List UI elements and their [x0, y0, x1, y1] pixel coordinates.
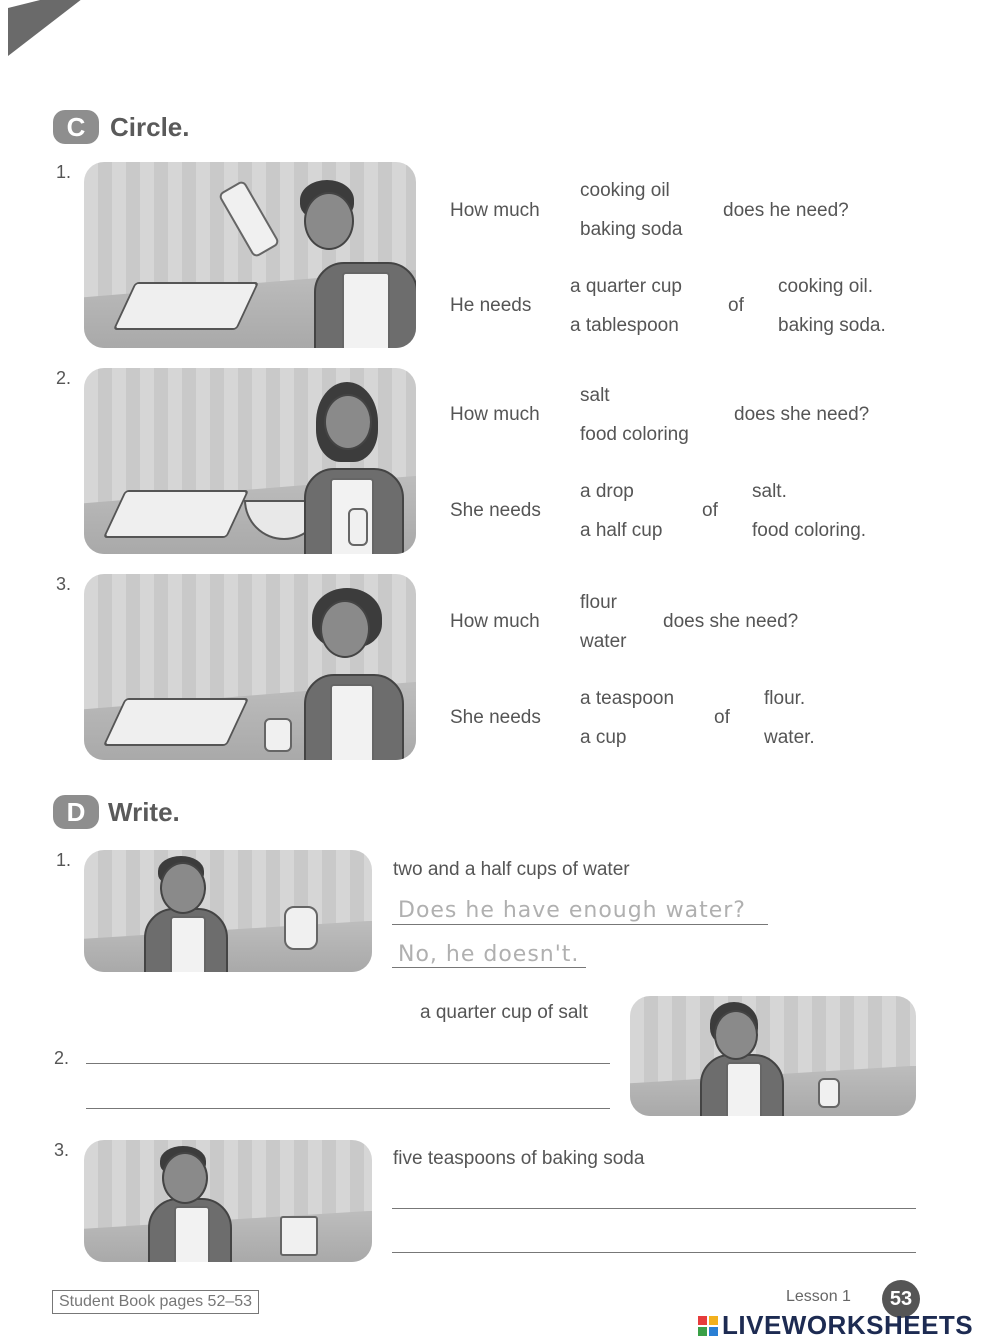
- write-prompt: a quarter cup of salt: [420, 1002, 588, 1023]
- ingredient-choice[interactable]: flour.: [764, 688, 806, 709]
- item-number: 2.: [54, 1048, 70, 1068]
- illustration-girl-with-salt: [630, 996, 916, 1116]
- illustration-girl-adding-coloring: [84, 368, 416, 554]
- section-c-title: Circle.: [110, 112, 190, 142]
- illustration-boy-pouring-oil: [84, 162, 416, 348]
- liveworksheets-logo[interactable]: [698, 1310, 973, 1341]
- question-suffix: does she need?: [663, 611, 799, 632]
- answer-line[interactable]: [86, 1063, 610, 1064]
- answer-prefix: She needs: [450, 707, 541, 728]
- book-reference: Student Book pages 52–53: [52, 1290, 259, 1314]
- answer-line: [392, 924, 768, 925]
- item-number: 3.: [56, 574, 72, 594]
- item-number: 1.: [56, 850, 72, 870]
- ingredient-choice[interactable]: water.: [764, 727, 815, 748]
- question-suffix: does she need?: [734, 404, 870, 425]
- amount-choice[interactable]: a tablespoon: [570, 315, 679, 336]
- question-prefix: How much: [450, 404, 540, 425]
- ingredient-choice[interactable]: salt.: [752, 481, 787, 502]
- amount-choice[interactable]: a half cup: [580, 520, 663, 541]
- illustration-boy-with-water: [84, 850, 372, 972]
- answer-line: [392, 967, 586, 968]
- option-choice[interactable]: water: [580, 631, 627, 652]
- ingredient-choice[interactable]: food coloring.: [752, 520, 867, 541]
- ingredient-choice[interactable]: cooking oil.: [778, 276, 874, 297]
- item-number: 3.: [54, 1140, 70, 1160]
- answer-prefix: He needs: [450, 295, 532, 316]
- amount-choice[interactable]: a cup: [580, 727, 627, 748]
- of-word: of: [702, 500, 718, 521]
- option-choice[interactable]: salt: [580, 385, 610, 406]
- logo-text: LIVEWORKSHEETS: [722, 1310, 974, 1340]
- option-choice[interactable]: baking soda: [580, 219, 683, 240]
- of-word: of: [728, 295, 744, 316]
- item-number: 1.: [56, 162, 72, 182]
- illustration-girl-pouring-flour: [84, 574, 416, 760]
- question-prefix: How much: [450, 611, 540, 632]
- option-choice[interactable]: cooking oil: [580, 180, 670, 201]
- write-prompt: two and a half cups of water: [393, 859, 630, 880]
- answer-prefix: She needs: [450, 500, 541, 521]
- answer-line[interactable]: [392, 1208, 916, 1209]
- section-d-title: Write.: [108, 797, 180, 827]
- amount-choice[interactable]: a teaspoon: [580, 688, 675, 709]
- page-number: 53: [882, 1280, 920, 1318]
- option-choice[interactable]: flour: [580, 592, 617, 613]
- answer-line[interactable]: [86, 1108, 610, 1109]
- section-d-badge: D: [53, 795, 99, 829]
- item-number: 2.: [56, 368, 72, 388]
- lesson-label: Lesson 1: [786, 1288, 851, 1305]
- answer-line[interactable]: [392, 1252, 916, 1253]
- illustration-boy-with-baking-soda: [84, 1140, 372, 1262]
- answer-line-text[interactable]: Does he have enough water?: [398, 898, 746, 923]
- write-prompt: five teaspoons of baking soda: [393, 1148, 645, 1169]
- answer-line-text[interactable]: No, he doesn't.: [398, 942, 580, 967]
- question-prefix: How much: [450, 200, 540, 221]
- ingredient-choice[interactable]: baking soda.: [778, 315, 886, 336]
- amount-choice[interactable]: a quarter cup: [570, 276, 682, 297]
- logo-squares-icon: [698, 1316, 718, 1336]
- of-word: of: [714, 707, 730, 728]
- page-corner-mark: [8, 0, 100, 56]
- section-c-badge: C: [53, 110, 99, 144]
- amount-choice[interactable]: a drop: [580, 481, 634, 502]
- option-choice[interactable]: food coloring: [580, 424, 689, 445]
- question-suffix: does he need?: [723, 200, 849, 221]
